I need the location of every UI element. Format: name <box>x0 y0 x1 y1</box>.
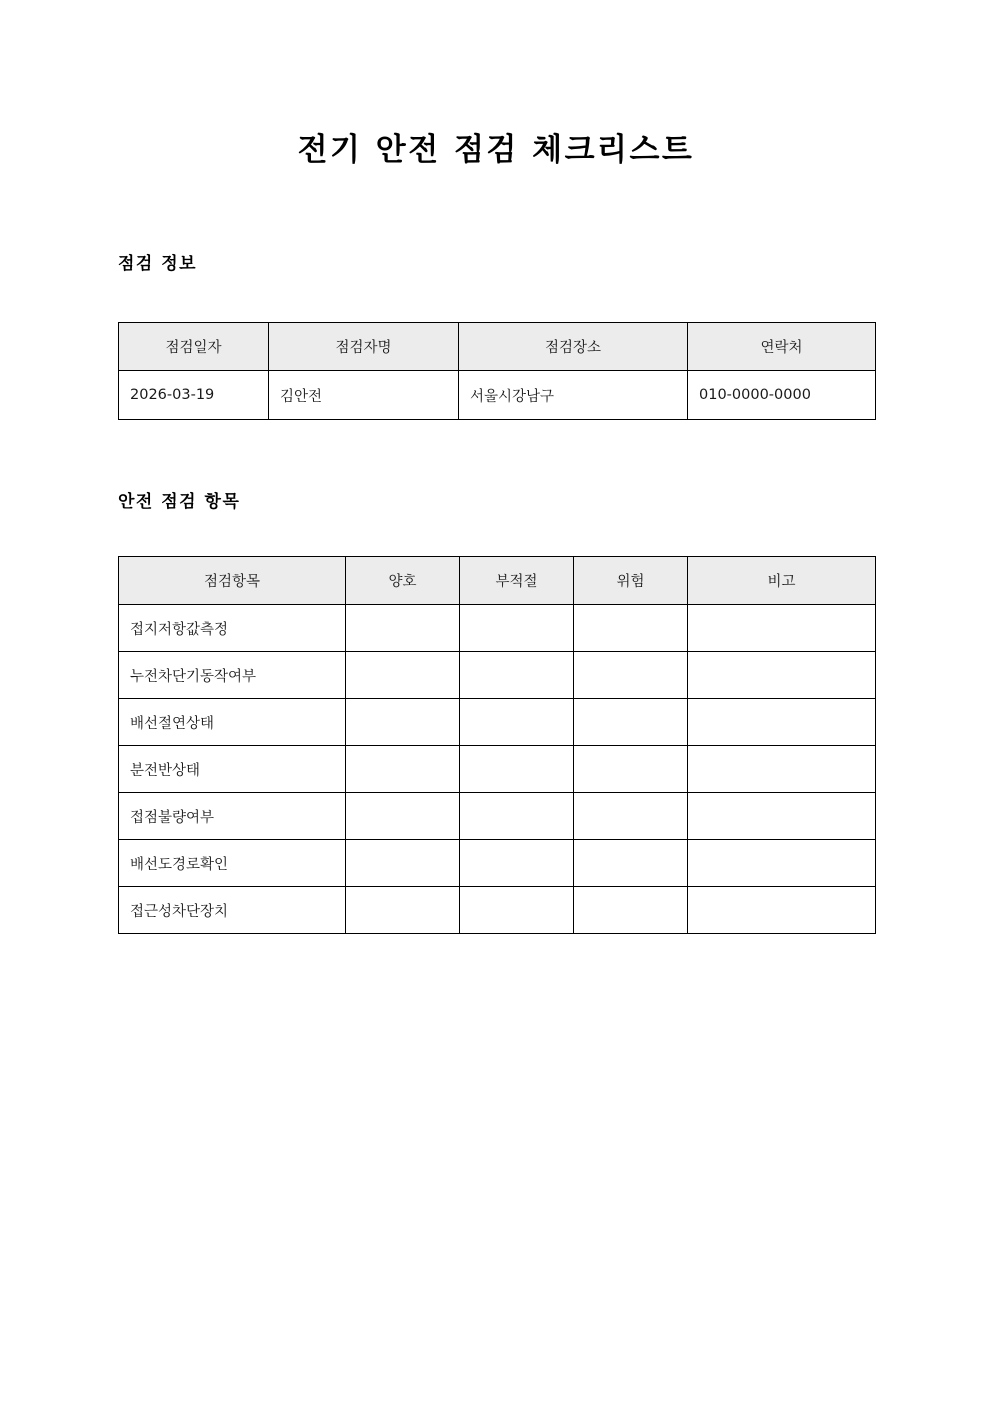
cell-inadequate[interactable] <box>460 746 574 793</box>
safety-checklist-table <box>118 556 876 934</box>
cell-danger[interactable] <box>574 840 688 887</box>
cell-remarks[interactable] <box>688 887 876 934</box>
cell-contact[interactable]: 010-0000-0000 <box>688 371 876 420</box>
cell-inadequate[interactable] <box>460 652 574 699</box>
cell-inadequate[interactable] <box>460 887 574 934</box>
cell-item-name: 접지저항값측정 <box>119 605 346 652</box>
cell-remarks[interactable] <box>688 793 876 840</box>
cell-inspection-place[interactable]: 서울시강남구 <box>459 371 688 420</box>
column-header-item: 점검항목 <box>119 557 346 605</box>
column-header-inspection-date: 점검일자 <box>119 323 269 371</box>
cell-danger[interactable] <box>574 699 688 746</box>
table-row <box>119 699 876 746</box>
cell-remarks[interactable] <box>688 652 876 699</box>
table-row <box>119 371 876 420</box>
page-title: 전기 안전 점검 체크리스트 <box>297 132 695 168</box>
cell-good[interactable] <box>346 887 460 934</box>
column-header-inadequate: 부적절 <box>460 557 574 605</box>
cell-item-name: 배선절연상태 <box>119 699 346 746</box>
table-row <box>119 793 876 840</box>
cell-good[interactable] <box>346 605 460 652</box>
section-heading-safety-items: 안전 점검 항목 <box>118 492 241 512</box>
table-row <box>119 652 876 699</box>
cell-good[interactable] <box>346 699 460 746</box>
column-header-inspector-name: 점검자명 <box>269 323 459 371</box>
cell-item-name: 분전반상태 <box>119 746 346 793</box>
cell-item-name: 누전차단기동작여부 <box>119 652 346 699</box>
cell-danger[interactable] <box>574 605 688 652</box>
cell-good[interactable] <box>346 840 460 887</box>
cell-remarks[interactable] <box>688 699 876 746</box>
column-header-remarks: 비고 <box>688 557 876 605</box>
cell-remarks[interactable] <box>688 746 876 793</box>
cell-item-name: 접근성차단장치 <box>119 887 346 934</box>
table-row <box>119 605 876 652</box>
cell-inadequate[interactable] <box>460 605 574 652</box>
cell-danger[interactable] <box>574 793 688 840</box>
cell-danger[interactable] <box>574 746 688 793</box>
cell-inadequate[interactable] <box>460 699 574 746</box>
cell-danger[interactable] <box>574 652 688 699</box>
cell-danger[interactable] <box>574 887 688 934</box>
section-heading-inspection-info: 점검 정보 <box>118 254 198 274</box>
cell-inadequate[interactable] <box>460 840 574 887</box>
cell-good[interactable] <box>346 793 460 840</box>
column-header-inspection-place: 점검장소 <box>459 323 688 371</box>
cell-inadequate[interactable] <box>460 793 574 840</box>
table-header-row <box>119 557 876 605</box>
cell-inspection-date[interactable]: 2026-03-19 <box>119 371 269 420</box>
cell-item-name: 배선도경로확인 <box>119 840 346 887</box>
table-header-row <box>119 323 876 371</box>
cell-good[interactable] <box>346 746 460 793</box>
table-row <box>119 887 876 934</box>
cell-item-name: 접점불량여부 <box>119 793 346 840</box>
cell-remarks[interactable] <box>688 605 876 652</box>
cell-good[interactable] <box>346 652 460 699</box>
cell-inspector-name[interactable]: 김안전 <box>269 371 459 420</box>
table-row <box>119 840 876 887</box>
table-row <box>119 746 876 793</box>
cell-remarks[interactable] <box>688 840 876 887</box>
column-header-contact: 연락처 <box>688 323 876 371</box>
inspection-info-table <box>118 322 876 420</box>
column-header-danger: 위험 <box>574 557 688 605</box>
column-header-good: 양호 <box>346 557 460 605</box>
